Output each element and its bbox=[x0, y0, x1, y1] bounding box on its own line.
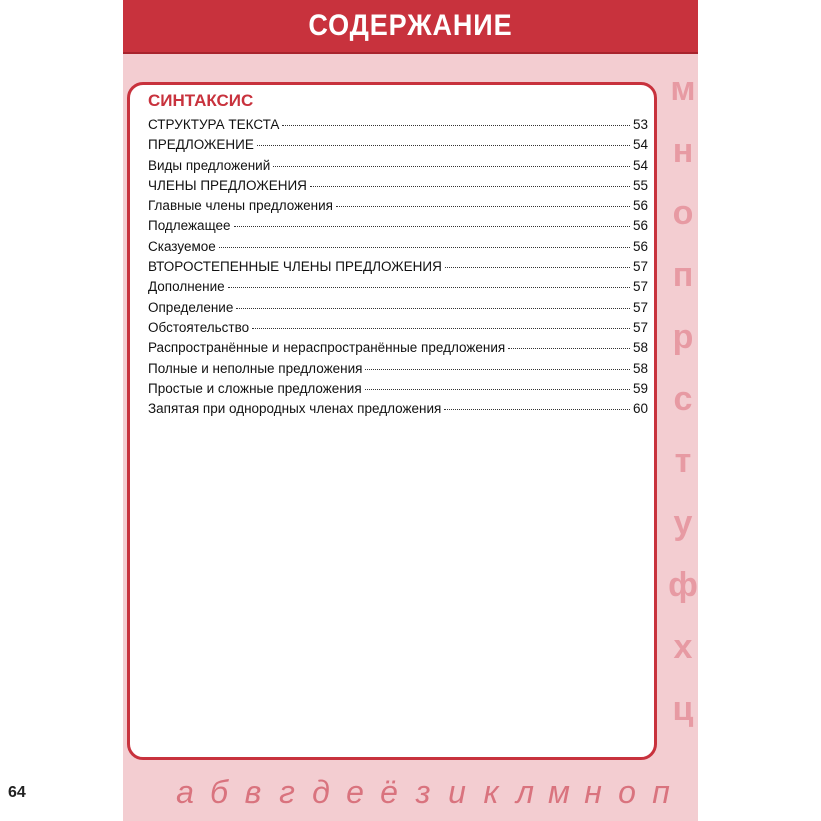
toc-entry-page: 56 bbox=[632, 198, 648, 214]
toc-entry-page: 54 bbox=[632, 157, 648, 173]
bottom-letter: а bbox=[176, 773, 194, 810]
toc-entry[interactable] bbox=[148, 279, 648, 299]
toc-entry-label: ПРЕДЛОЖЕНИЕ bbox=[148, 137, 254, 153]
side-letter: о bbox=[672, 194, 694, 232]
book-page bbox=[123, 0, 698, 821]
dot-leader bbox=[365, 369, 630, 370]
dot-leader bbox=[445, 267, 630, 268]
toc-entry-page: 56 bbox=[632, 218, 648, 234]
dot-leader bbox=[228, 287, 630, 288]
toc-entry-label: Распространённые и нераспространённые предложения bbox=[148, 340, 506, 356]
toc-entry[interactable] bbox=[148, 178, 648, 198]
toc-entry-label: Запятая при однородных членах предложения bbox=[148, 401, 442, 417]
side-letter: ц bbox=[672, 690, 694, 728]
side-letter: п bbox=[672, 256, 694, 294]
bottom-letter: з bbox=[415, 773, 431, 810]
dot-leader bbox=[273, 166, 630, 167]
toc-entry-page: 55 bbox=[632, 177, 648, 193]
toc-entry-page: 57 bbox=[632, 299, 648, 315]
toc-entry-label: СТРУКТУРА ТЕКСТА bbox=[148, 117, 280, 132]
dot-leader bbox=[310, 186, 630, 187]
toc-entry-page: 54 bbox=[632, 137, 648, 153]
toc-entry-page: 57 bbox=[632, 319, 648, 335]
dot-leader bbox=[257, 145, 630, 146]
dot-leader bbox=[336, 206, 630, 207]
toc-entry[interactable] bbox=[148, 340, 648, 360]
toc-entry-page: 57 bbox=[632, 279, 648, 295]
bottom-alphabet bbox=[173, 772, 698, 812]
side-letter: у bbox=[673, 504, 693, 542]
toc-entry-label: ВТОРОСТЕПЕННЫЕ ЧЛЕНЫ ПРЕДЛОЖЕНИЯ bbox=[148, 259, 442, 275]
bottom-letter: м bbox=[548, 773, 570, 810]
bottom-letter: д bbox=[312, 773, 330, 810]
section-title: СИНТАКСИС bbox=[148, 91, 254, 110]
toc-entry-label: Дополнение bbox=[148, 279, 225, 295]
bottom-letter: к bbox=[483, 773, 499, 810]
toc-entry[interactable] bbox=[148, 401, 648, 421]
toc-entry[interactable] bbox=[148, 158, 648, 178]
side-letter: с bbox=[673, 380, 693, 418]
toc-entry-label: Подлежащее bbox=[148, 218, 231, 234]
toc-entry[interactable] bbox=[148, 137, 648, 157]
dot-leader bbox=[508, 348, 630, 349]
toc-entry[interactable] bbox=[148, 361, 648, 381]
toc-entry[interactable] bbox=[148, 320, 648, 340]
page-title: СОДЕРЖАНИЕ bbox=[308, 9, 513, 42]
page-number: 64 bbox=[8, 784, 26, 801]
bottom-letter: о bbox=[618, 773, 636, 810]
bottom-letter: и bbox=[448, 773, 466, 810]
toc-list bbox=[148, 117, 648, 421]
toc-entry-page: 60 bbox=[632, 401, 648, 417]
bottom-letter: в bbox=[244, 773, 262, 810]
toc-entry-label: Главные члены предложения bbox=[148, 198, 333, 214]
bottom-letter: н bbox=[584, 773, 602, 810]
toc-entry-page: 59 bbox=[632, 380, 648, 396]
toc-entry-page: 57 bbox=[632, 259, 648, 275]
header-banner bbox=[123, 0, 698, 54]
side-letter: ф bbox=[668, 566, 698, 604]
toc-entry-label: ЧЛЕНЫ ПРЕДЛОЖЕНИЯ bbox=[148, 177, 307, 193]
bottom-letter: ё bbox=[380, 773, 398, 810]
bottom-letter: б bbox=[210, 773, 228, 810]
side-alphabet bbox=[668, 70, 698, 760]
toc-entry-label: Определение bbox=[148, 299, 234, 315]
side-letter: т bbox=[674, 442, 692, 480]
toc-entry[interactable] bbox=[148, 300, 648, 320]
toc-entry-page: 58 bbox=[632, 340, 648, 356]
toc-entry-label: Сказуемое bbox=[148, 238, 216, 254]
bottom-letter: л bbox=[515, 773, 535, 810]
dot-leader bbox=[234, 226, 630, 227]
toc-entry[interactable] bbox=[148, 239, 648, 259]
dot-leader bbox=[282, 125, 630, 126]
dot-leader bbox=[219, 247, 630, 248]
dot-leader bbox=[444, 409, 630, 410]
side-letter: х bbox=[673, 628, 693, 666]
bottom-letter: г bbox=[279, 773, 295, 810]
bottom-letter: п bbox=[652, 773, 670, 810]
toc-entry-page: 53 bbox=[632, 117, 648, 132]
toc-entry[interactable] bbox=[148, 259, 648, 279]
bottom-letter: е bbox=[346, 773, 364, 810]
side-letter: н bbox=[672, 132, 694, 170]
toc-entry-page: 58 bbox=[632, 360, 648, 376]
toc-entry-label: Виды предложений bbox=[148, 157, 271, 173]
side-letter: м bbox=[670, 70, 696, 108]
toc-entry[interactable] bbox=[148, 218, 648, 238]
dot-leader bbox=[365, 389, 630, 390]
toc-entry[interactable] bbox=[148, 117, 648, 137]
side-letter: р bbox=[672, 318, 694, 356]
toc-entry-page: 56 bbox=[632, 238, 648, 254]
toc-entry[interactable] bbox=[148, 381, 648, 401]
toc-entry-label: Обстоятельство bbox=[148, 319, 250, 335]
toc-entry-label: Полные и неполные предложения bbox=[148, 360, 363, 376]
toc-entry[interactable] bbox=[148, 198, 648, 218]
toc-panel bbox=[127, 82, 657, 760]
dot-leader bbox=[252, 328, 630, 329]
toc-entry-label: Простые и сложные предложения bbox=[148, 380, 362, 396]
dot-leader bbox=[236, 308, 630, 309]
